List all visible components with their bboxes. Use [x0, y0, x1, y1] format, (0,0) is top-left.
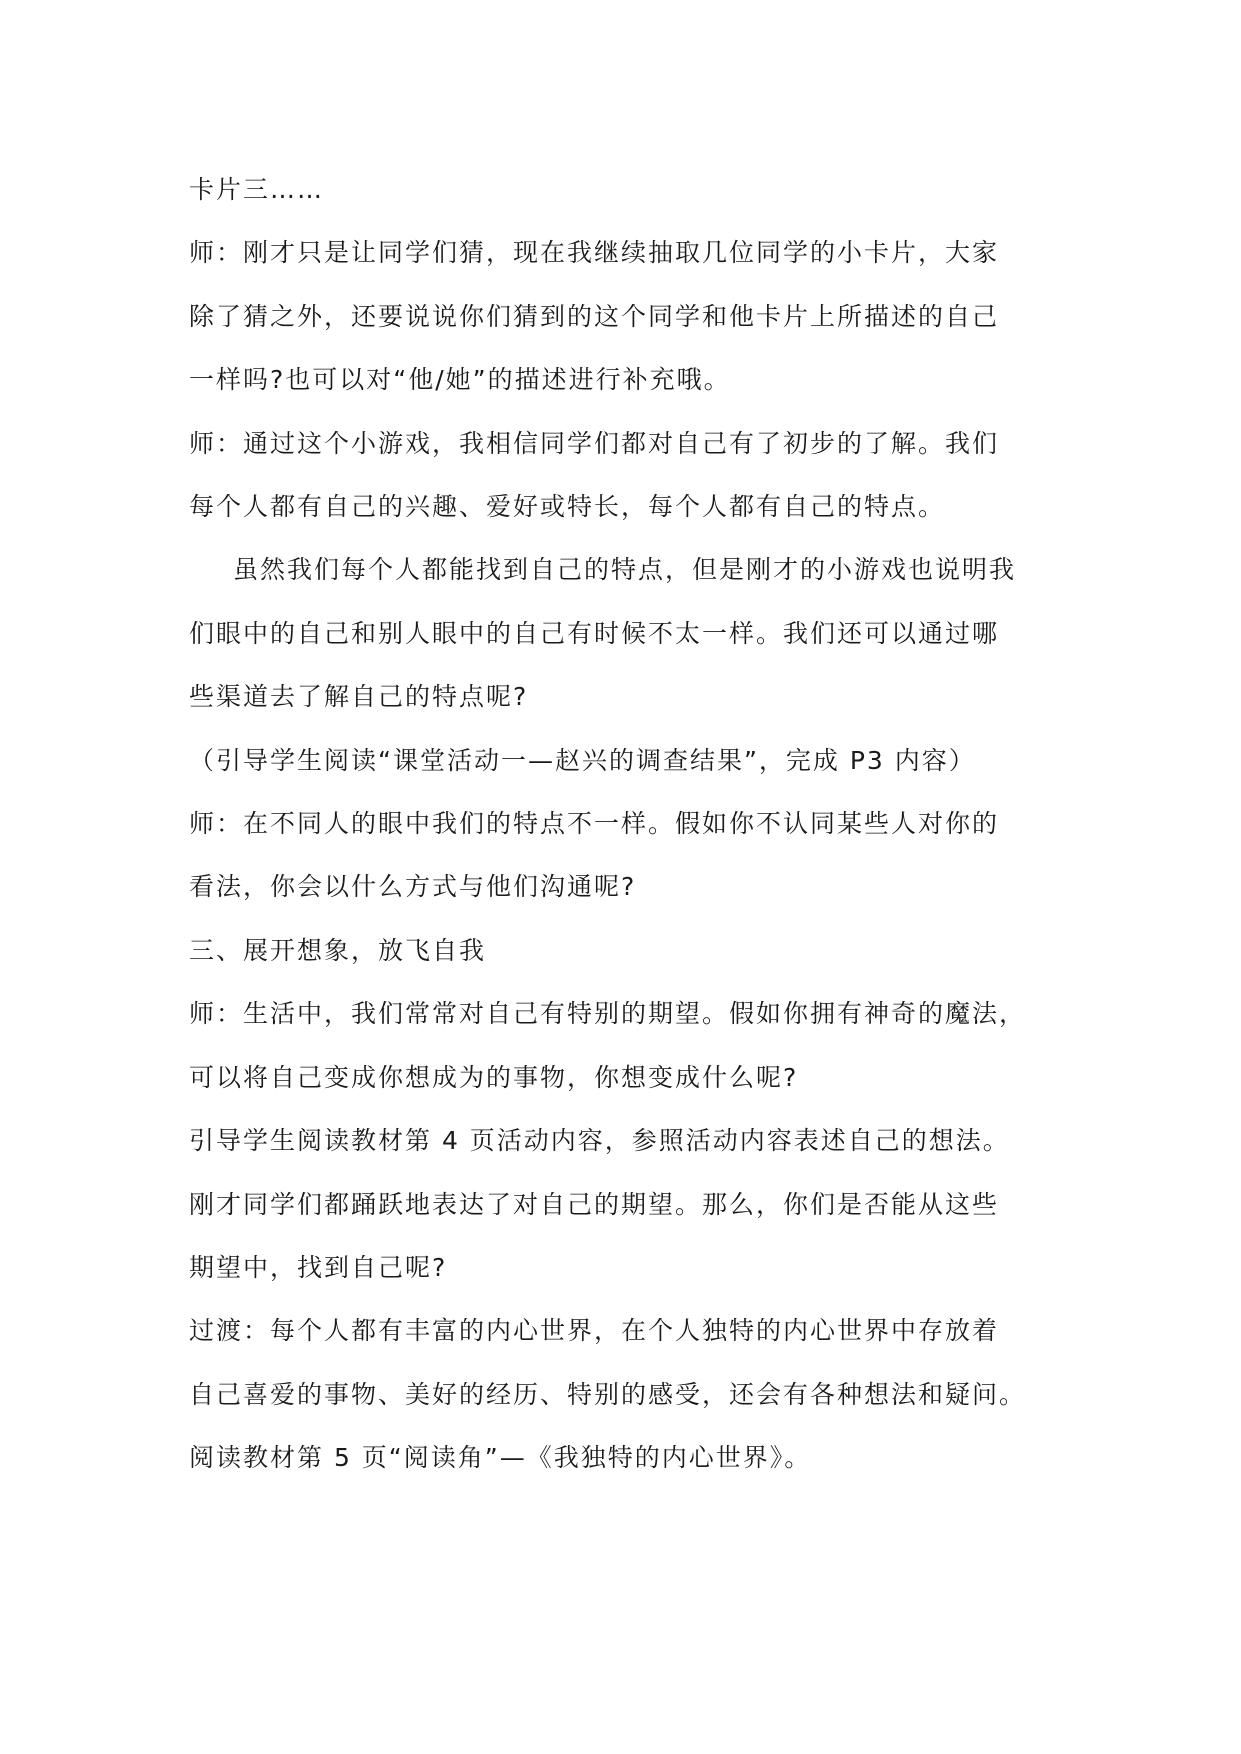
section-heading: 三、展开想象，放飞自我 [189, 935, 487, 965]
text-line: 刚才同学们都踊跃地表达了对自己的期望。那么，你们是否能从这些 [189, 1189, 1000, 1219]
text-line: （引导学生阅读“课堂活动一—赵兴的调查结果”，完成 P3 内容） [189, 745, 976, 775]
text-line: 虽然我们每个人都能找到自己的特点，但是刚才的小游戏也说明我 [233, 555, 1017, 585]
text-line: 师：通过这个小游戏，我相信同学们都对自己有了初步的了解。我们 [189, 428, 1000, 458]
text-line: 师：在不同人的眼中我们的特点不一样。假如你不认同某些人对你的 [189, 809, 1000, 839]
text-line: 师：刚才只是让同学们猜，现在我继续抽取几位同学的小卡片，大家 [189, 238, 1000, 268]
text-line: 阅读教材第 5 页“阅读角”—《我独特的内心世界》。 [189, 1443, 812, 1473]
text-line: 可以将自己变成你想成为的事物，你想变成什么呢? [189, 1062, 799, 1092]
text-line: 卡片三…… [189, 175, 325, 204]
text-line: 师：生活中，我们常常对自己有特别的期望。假如你拥有神奇的魔法， [189, 999, 1027, 1029]
text-line: 一样吗?也可以对“他/她”的描述进行补充哦。 [189, 365, 731, 395]
text-line: 每个人都有自己的兴趣、爱好或特长，每个人都有自己的特点。 [189, 492, 946, 522]
document-body [189, 158, 1069, 1490]
text-line: 些渠道去了解自己的特点呢? [189, 682, 529, 712]
text-line: 自己喜爱的事物、美好的经历、特别的感受，还会有各种想法和疑问。 [189, 1379, 1027, 1409]
text-line: 们眼中的自己和别人眼中的自己有时候不太一样。我们还可以通过哪 [189, 618, 1000, 648]
text-line: 看法，你会以什么方式与他们沟通呢? [189, 872, 637, 902]
text-line: 引导学生阅读教材第 4 页活动内容，参照活动内容表述自己的想法。 [189, 1126, 1010, 1156]
text-line: 除了猜之外，还要说说你们猜到的这个同学和他卡片上所描述的自己 [189, 301, 1000, 331]
text-line: 过渡：每个人都有丰富的内心世界，在个人独特的内心世界中存放着 [189, 1316, 1000, 1346]
text-line: 期望中，找到自己呢? [189, 1252, 448, 1282]
